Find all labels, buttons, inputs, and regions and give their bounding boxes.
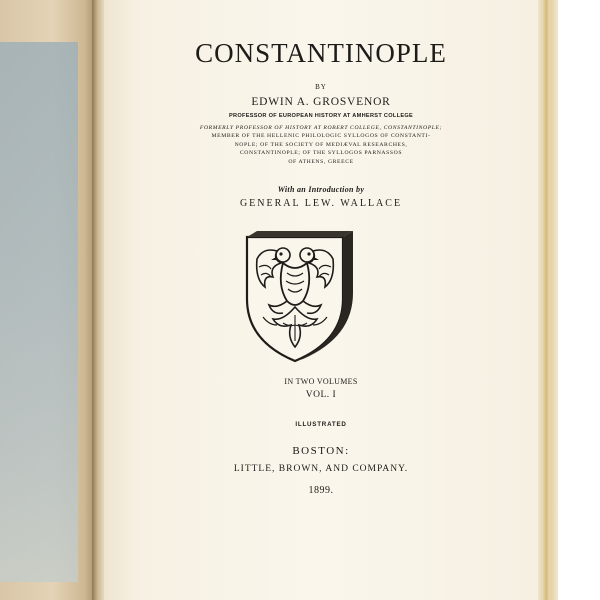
volume-number: VOL. I [305, 390, 337, 400]
author-position: PROFESSOR OF EUROPEAN HISTORY AT AMHERST COLLEGE [228, 113, 414, 119]
publication-year: 1899. [308, 485, 334, 496]
introduction-line: With an Introduction by [277, 185, 365, 194]
heraldic-eagle-shield-icon [243, 229, 355, 365]
page-edge-gilt [550, 0, 558, 600]
credentials-line: CONSTANTINOPLE; OF THE SYLLOGOS PARNASSOS [239, 150, 403, 157]
illustrated-label: ILLUSTRATED [295, 421, 347, 428]
volume-count: IN TWO VOLUMES [284, 377, 358, 386]
credentials-line: OF ATHENS, GREECE [288, 158, 354, 165]
credentials-line: MEMBER OF THE HELLENIC PHILOLOGIC SYLLOGOS OF CONSTANTI- [211, 133, 431, 140]
page-edge [538, 0, 550, 600]
frontispiece-tissue [0, 42, 78, 582]
author-name: EDWIN A. GROSVENOR [251, 96, 391, 108]
introducer-name: GENERAL LEW. WALLACE [239, 198, 403, 209]
publication-place: BOSTON: [292, 445, 350, 457]
by-line: BY [315, 83, 327, 91]
publisher-name: LITTLE, BROWN, AND COMPANY. [233, 464, 409, 474]
credentials-line: NOPLE; OF THE SOCIETY OF MEDIÆVAL RESEARCHES, [234, 141, 408, 148]
book-title: CONSTANTINOPLE [195, 38, 447, 68]
credentials-line: FORMERLY PROFESSOR OF HISTORY AT ROBERT COLLEGE, CONSTANTINOPLE; [199, 125, 443, 131]
author-credentials [104, 124, 538, 166]
